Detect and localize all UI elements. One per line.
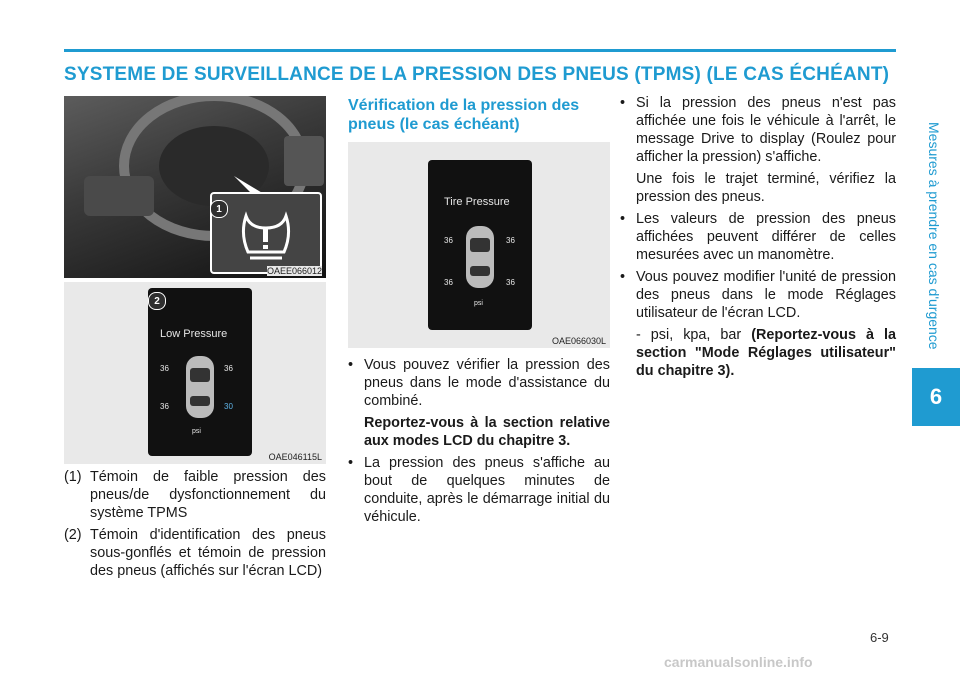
bullet-item: • La pression des pneus s'affiche au bout de quelques minutes de conduite, après le démarrage initial du véhicule. xyxy=(348,455,610,525)
chapter-tab: 6 xyxy=(912,368,960,426)
screen-title: Tire Pressure xyxy=(444,196,510,208)
section-heading: Vérification de la pression des pneus (le cas échéant) xyxy=(348,97,580,133)
bullet-text: Si la pression des pneus n'est pas affichée une fois le véhicule à l'arrêt, le message Drive to display (Roulez pour afficher la pression) s'affiche. xyxy=(636,95,896,165)
list-item xyxy=(64,526,326,580)
pressure-unit: psi xyxy=(474,300,483,307)
item-number: (2) xyxy=(64,527,82,543)
figure-dashboard xyxy=(64,96,326,278)
bullet-item: • Vous pouvez modifier l'unité de pression des pneus dans le mode Réglages utilisateur de l'écran LCD. - psi, kpa, bar (Reportez-vous à la section "Mode Réglages utilisateur" du chapitre 3). xyxy=(620,269,896,379)
list-item xyxy=(64,468,326,522)
figure-code: OAEE066012 xyxy=(266,266,322,276)
bullet-note: Reportez-vous à la section relative aux modes LCD du chapitre 3. xyxy=(364,415,610,449)
middle-column xyxy=(348,356,610,530)
callout-number-1: 1 xyxy=(210,200,228,218)
chapter-side-label: Mesures à prendre en cas d'urgence xyxy=(926,122,942,350)
sub-item-plain: - psi, kpa, bar xyxy=(636,327,752,343)
item-text: Témoin d'identification des pneus sous-gonflés et témoin de pression des pneus (affichés sur l'écran LCD) xyxy=(90,527,326,579)
bullet-text: Vous pouvez vérifier la pression des pneus dans le mode d'assistance du combiné. xyxy=(364,357,610,409)
header-rule xyxy=(64,49,896,52)
pressure-unit: psi xyxy=(192,428,201,435)
tire-front-right: 36 xyxy=(224,364,233,373)
figure-code: OAE066030L xyxy=(551,336,606,346)
figure-low-pressure xyxy=(64,282,326,464)
bullet-text: Les valeurs de pression des pneus affichées peuvent différer de celles mesurées avec un manomètre. xyxy=(636,211,896,263)
tire-rear-right: 36 xyxy=(506,278,515,287)
tire-front-right: 36 xyxy=(506,236,515,245)
bullet-note: Une fois le trajet terminé, vérifiez la pression des pneus. xyxy=(636,171,896,205)
left-column xyxy=(64,468,326,584)
figure-tire-pressure xyxy=(348,142,610,348)
right-column xyxy=(620,94,896,384)
tire-rear-right: 30 xyxy=(224,402,233,411)
screen-title: Low Pressure xyxy=(160,328,228,340)
tire-rear-left: 36 xyxy=(444,278,453,287)
sub-item-bold: (Reportez-vous à la section "Mode Réglages utilisateur" du chapitre 3). xyxy=(636,327,896,379)
tire-rear-left: 36 xyxy=(160,402,169,411)
item-text: Témoin de faible pression des pneus/de dysfonctionnement du système TPMS xyxy=(90,469,326,521)
bullet-text: Vous pouvez modifier l'unité de pression des pneus dans le mode Réglages utilisateur de l'écran LCD. xyxy=(636,269,896,321)
bullet-item: • Vous pouvez vérifier la pression des pneus dans le mode d'assistance du combiné. Reportez-vous à la section relative aux modes LCD du chapitre 3. xyxy=(348,357,610,449)
bullet-item: • Si la pression des pneus n'est pas affichée une fois le véhicule à l'arrêt, le message Drive to display (Roulez pour afficher la pression) s'affiche. Une fois le trajet terminé, vérifiez la pression des pneus. xyxy=(620,95,896,205)
sub-item xyxy=(636,326,896,380)
car-top-view-icon xyxy=(460,222,500,292)
watermark: carmanualsonline.info xyxy=(664,654,813,670)
bullet-item: • Les valeurs de pression des pneus affichées peuvent différer de celles mesurées avec un manomètre. xyxy=(620,211,896,263)
page-number: 6-9 xyxy=(870,630,889,645)
tire-front-left: 36 xyxy=(444,236,453,245)
callout-number-2: 2 xyxy=(148,292,166,310)
item-number: (1) xyxy=(64,469,82,485)
tpms-warning-icon xyxy=(212,194,320,272)
tire-front-left: 36 xyxy=(160,364,169,373)
car-top-view-icon xyxy=(180,352,220,422)
bullet-text: La pression des pneus s'affiche au bout de quelques minutes de conduite, après le démarrage initial du véhicule. xyxy=(364,455,610,525)
figure-code: OAE046115L xyxy=(268,452,322,462)
page-title: SYSTEME DE SURVEILLANCE DE LA PRESSION DES PNEUS (TPMS) (LE CAS ÉCHÉANT) xyxy=(64,64,890,85)
